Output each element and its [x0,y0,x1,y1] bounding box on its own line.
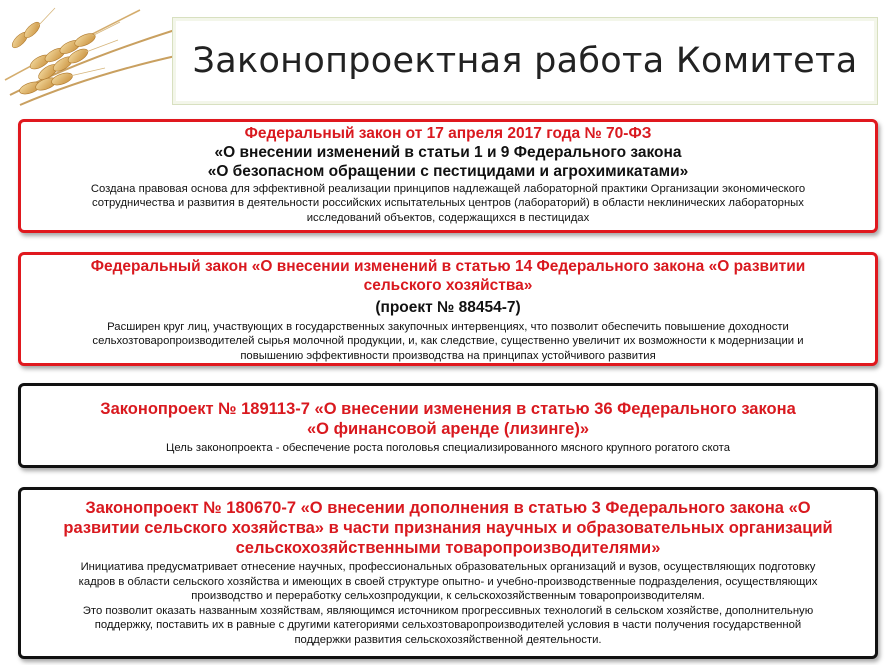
card-headline: развитии сельского хозяйства» в части признания научных и образовательных организаций [63,519,833,538]
bill-card-189113-7 [18,383,878,468]
card-description: поддержки развития сельскохозяйственной деятельности. [294,633,602,646]
card-description: исследований объектов, содержащихся в пестицидах [306,211,590,224]
card-description: сельхозтоваропроизводителей сырья молочной продукции, и, как следствие, существенно увеличит их возможности к модернизации и [92,335,804,348]
card-headline: «О внесении изменений в статьи 1 и 9 Федерального закона [214,143,682,161]
card-description: Инициатива предусматривает отнесение научных, профессиональных образовательных организаций и вузов, осуществляющих подготовку [80,561,816,574]
card-headline: «О безопасном обращении с пестицидами и агрохимикатами» [207,162,689,180]
page-title: Законопроектная работа Комитета [192,41,858,81]
card-headline: сельского хозяйства» [363,276,533,294]
card-description: Расширен круг лиц, участвующих в государственных закупочных интервенциях, что позволит обеспечить повышение доходности [107,320,789,333]
card-description: Создана правовая основа для эффективной реализации принципов надлежащей лабораторной практики Организации экономического [90,182,806,195]
card-description: производство и переработку сельхозпродукции, к сельскохозяйственным товаропроизводителям. [191,590,705,603]
law-card-70-fz [18,119,878,233]
card-description: повышению эффективности производства на принципах устойчивого развития [240,349,656,362]
bill-card-180670-7 [18,487,878,659]
card-description: Цель законопроекта - обеспечение роста поголовья специализированного мясного крупного рогатого скота [166,442,730,455]
title-banner [172,17,878,105]
card-headline: Федеральный закон от 17 апреля 2017 года № 70-ФЗ [244,125,652,142]
card-headline: Законопроект № 189113-7 «О внесении изменения в статью 36 Федерального закона [100,400,796,418]
card-description: Это позволит оказать названным хозяйствам, являющимся источником прогрессивных технологий в сельском хозяйстве, дополнительную [82,604,814,617]
card-headline: Законопроект № 180670-7 «О внесении дополнения в статью 3 Федерального закона «О [85,499,811,517]
card-description: кадров в области сельского хозяйства и имеющих в своей структуре опытно- и учебно-производственные подразделения, осуществляющих [78,575,818,588]
card-project-number: (проект № 88454-7) [375,298,521,316]
card-headline: Федеральный закон «О внесении изменений в статью 14 Федерального закона «О развитии [90,258,806,275]
wheat-ears-icon [0,0,190,120]
card-description: поддержку, поставить их в равные с другими категориями сельхозтоваропроизводителей условия в части получения государственной [94,619,802,632]
law-card-88454-7 [18,252,878,366]
card-headline: сельскохозяйственными товаропроизводителями» [235,539,661,558]
card-headline: «О финансовой аренде (лизинге)» [306,420,590,439]
card-description: сотрудничества и развития в деятельности российских испытательных центров (лабораторий) в области неклинических лабораторных [92,197,804,210]
